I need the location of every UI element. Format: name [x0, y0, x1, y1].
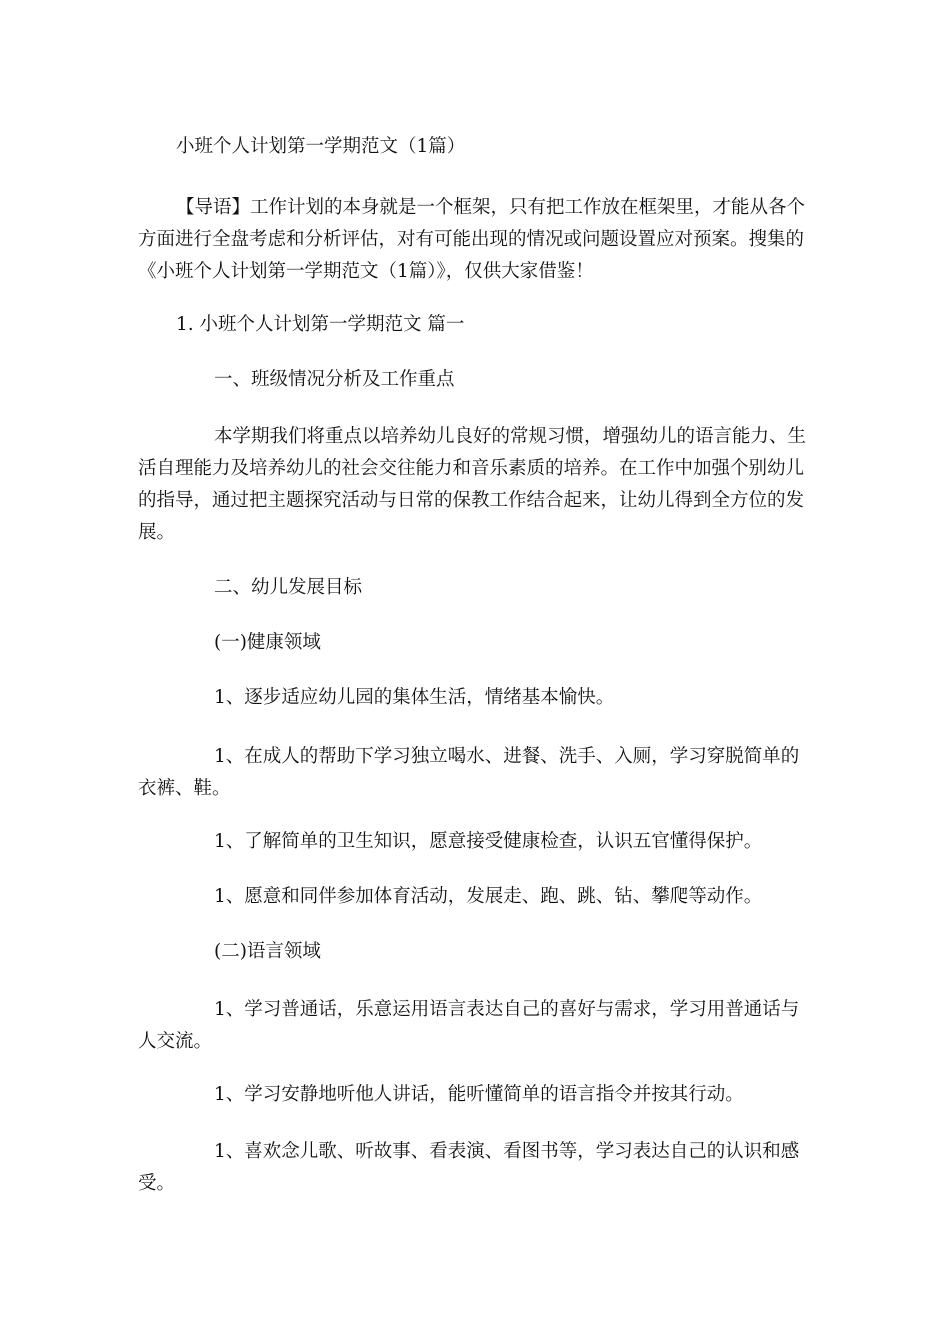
health-item: 1、逐步适应幼儿园的集体生活，情绪基本愉快。	[214, 687, 615, 708]
language-item: 1、学习安静地听他人讲话，能听懂简单的语言指令并按其行动。	[214, 1084, 744, 1105]
language-item: 1、喜欢念儿歌、听故事、看表演、看图书等，学习表达自己的认识和感受。	[138, 1141, 800, 1194]
part2-heading: 二、幼儿发展目标	[214, 577, 363, 598]
health-item: 1、在成人的帮助下学习独立喝水、进餐、洗手、入厕，学习穿脱简单的衣裤、鞋。	[138, 746, 800, 799]
document-title: 小班个人计划第一学期范文（1篇）	[176, 136, 466, 157]
part1-paragraph: 本学期我们将重点以培养幼儿良好的常规习惯，增强幼儿的语言能力、生活自理能力及培养幼儿的社会交往能力和音乐素质的培养。在工作中加强个别幼儿的指导，通过把主题探究活动与日常的保教工作结合起来，让幼儿得到全方位的发展。	[138, 426, 807, 543]
health-item: 1、愿意和同伴参加体育活动，发展走、跑、跳、钻、攀爬等动作。	[214, 886, 763, 907]
language-item: 1、学习普通话，乐意运用语言表达自己的喜好与需求，学习用普通话与人交流。	[138, 999, 800, 1052]
language-heading: (二)语言领域	[214, 941, 321, 962]
intro-paragraph: 【导语】工作计划的本身就是一个框架，只有把工作放在框架里，才能从各个方面进行全盘考虑和分析评估，对有可能出现的情况或问题设置应对预案。搜集的《小班个人计划第一学期范文（1篇）》，仅供大家借鉴！	[138, 197, 806, 282]
health-heading: (一)健康领域	[214, 632, 321, 653]
section-heading: 1. 小班个人计划第一学期范文 篇一	[176, 314, 465, 335]
part1-heading: 一、班级情况分析及工作重点	[214, 369, 455, 390]
health-item: 1、了解简单的卫生知识，愿意接受健康检查，认识五官懂得保护。	[214, 831, 763, 852]
